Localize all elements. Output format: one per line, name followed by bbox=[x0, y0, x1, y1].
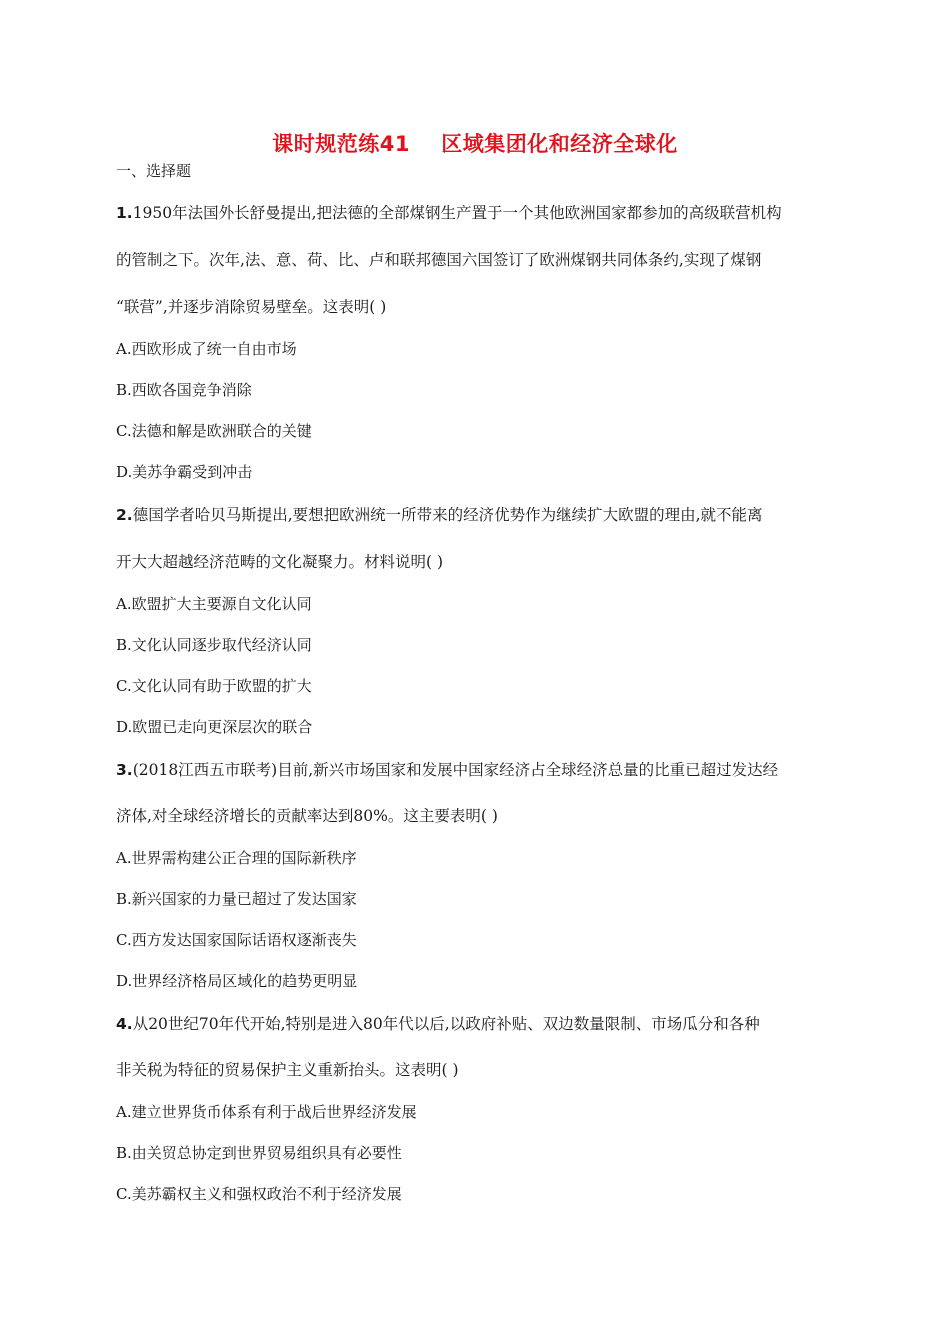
question-number: 1. bbox=[116, 204, 133, 222]
question-number: 2. bbox=[116, 506, 133, 524]
question-3-line-2: 济体,对全球经济增长的贡献率达到80%。这主要表明( ) bbox=[116, 807, 498, 825]
question-1-option-d: D.美苏争霸受到冲击 bbox=[116, 463, 253, 481]
question-3-option-a: A.世界需构建公正合理的国际新秩序 bbox=[116, 849, 357, 867]
question-1-option-b: B.西欧各国竞争消除 bbox=[116, 381, 252, 399]
question-4-line-1: 4.从20世纪70年代开始,特别是进入80年代以后,以政府补贴、双边数量限制、市场瓜分和各种 bbox=[116, 1015, 760, 1033]
question-4-line-2: 非关税为特征的贸易保护主义重新抬头。这表明( ) bbox=[116, 1061, 459, 1079]
question-2-option-c: C.文化认同有助于欧盟的扩大 bbox=[116, 677, 312, 695]
question-3-option-d: D.世界经济格局区域化的趋势更明显 bbox=[116, 972, 358, 990]
question-4-option-a: A.建立世界货币体系有利于战后世界经济发展 bbox=[116, 1103, 417, 1121]
question-4-option-b: B.由关贸总协定到世界贸易组织具有必要性 bbox=[116, 1144, 402, 1162]
question-1-line-2: 的管制之下。次年,法、意、荷、比、卢和联邦德国六国签订了欧洲煤钢共同体条约,实现了煤钢 bbox=[116, 251, 762, 269]
question-2-line-2: 开大大超越经济范畴的文化凝聚力。材料说明( ) bbox=[116, 553, 444, 571]
question-2-option-b: B.文化认同逐步取代经济认同 bbox=[116, 636, 312, 654]
question-2-option-d: D.欧盟已走向更深层次的联合 bbox=[116, 718, 313, 736]
question-number: 3. bbox=[116, 761, 133, 779]
question-1-line-3: “联营”,并逐步消除贸易壁垒。这表明( ) bbox=[116, 298, 387, 316]
question-2-option-a: A.欧盟扩大主要源自文化认同 bbox=[116, 595, 312, 613]
question-3-option-c: C.西方发达国家国际话语权逐渐丧失 bbox=[116, 931, 357, 949]
question-4-option-c: C.美苏霸权主义和强权政治不利于经济发展 bbox=[116, 1185, 402, 1203]
question-3-line-1: 3.(2018江西五市联考)目前,新兴市场国家和发展中国家经济占全球经济总量的比重已超过发达经 bbox=[116, 761, 779, 779]
section-heading: 一、选择题 bbox=[116, 162, 192, 180]
question-number: 4. bbox=[116, 1015, 133, 1033]
question-2-line-1: 2.德国学者哈贝马斯提出,要想把欧洲统一所带来的经济优势作为继续扩大欧盟的理由,就不能离 bbox=[116, 506, 763, 524]
question-1-option-c: C.法德和解是欧洲联合的关键 bbox=[116, 422, 312, 440]
page-title: 课时规范练41 区域集团化和经济全球化 bbox=[272, 132, 678, 156]
question-1-line-1: 1.1950年法国外长舒曼提出,把法德的全部煤钢生产置于一个其他欧洲国家都参加的高级联营机构 bbox=[116, 204, 782, 222]
question-1-option-a: A.西欧形成了统一自由市场 bbox=[116, 340, 297, 358]
question-3-option-b: B.新兴国家的力量已超过了发达国家 bbox=[116, 890, 357, 908]
